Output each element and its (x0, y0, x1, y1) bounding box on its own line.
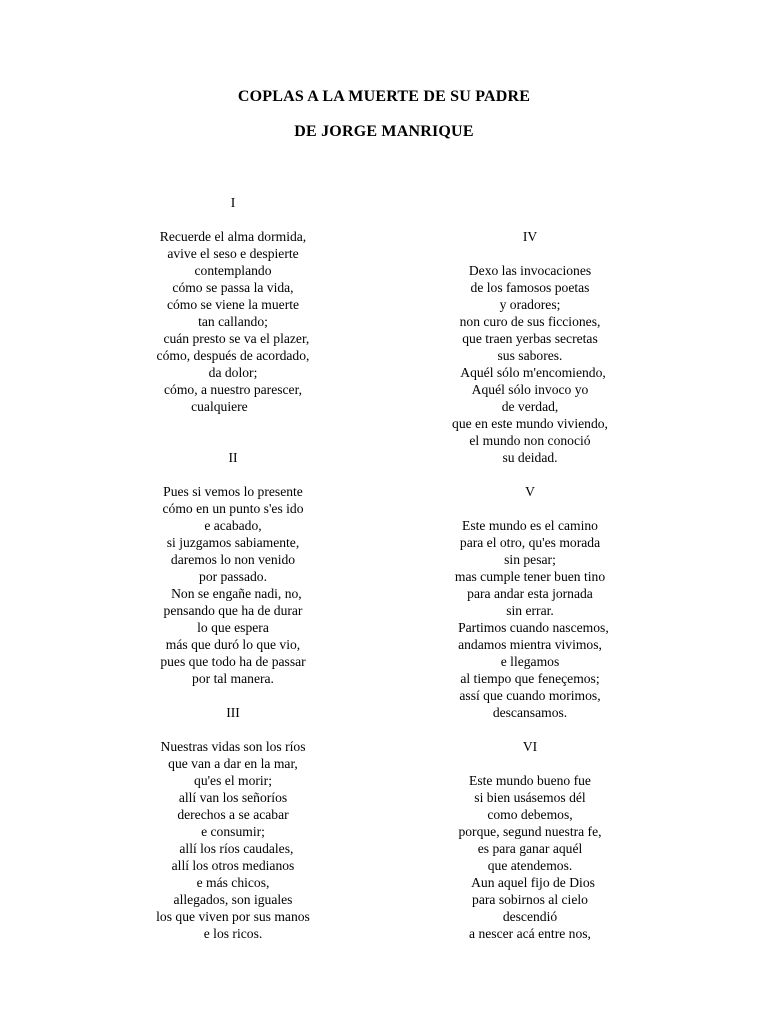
verse-line: Partimos cuando nascemos, (451, 620, 609, 635)
verse-line: sus sabores. (497, 348, 563, 363)
verse-line: cómo, a nuestro parescer, (164, 382, 302, 397)
stanza (410, 228, 650, 466)
stanza (410, 483, 650, 721)
verse-line: cómo se passa la vida, (172, 280, 294, 295)
stanza-gap (113, 415, 353, 449)
verse-line: que en este mundo viviendo, (452, 416, 608, 431)
verse-line: es para ganar aquél (477, 841, 583, 856)
verse-line: lo que espera (197, 620, 269, 635)
verse-line: pues que todo ha de passar (160, 654, 306, 669)
stanza-gap (410, 466, 650, 483)
verse-line: cómo se viene la muerte (166, 297, 300, 312)
verse-line: e llegamos (500, 654, 560, 669)
verse-line: que van a dar en la mar, (168, 756, 298, 771)
stanza-number: I (230, 195, 236, 210)
verse-line: para andar esta jornada (467, 586, 593, 601)
verse-line: allegados, son iguales (173, 892, 293, 907)
verse-line: de los famosos poetas (470, 280, 590, 295)
verse-line: a nescer acá entre nos, (469, 926, 591, 941)
stanza-spacer (410, 500, 650, 517)
verse-line: e más chicos, (196, 875, 270, 890)
verse-line: Recuerde el alma dormida, (159, 229, 307, 244)
verse-line: que traen yerbas secretas (462, 331, 598, 346)
verse-line: assí que cuando morimos, (459, 688, 601, 703)
verse-line: Dexo las invocaciones (468, 263, 592, 278)
stanza-spacer (113, 721, 353, 738)
verse-line: más que duró lo que vio, (165, 637, 301, 652)
stanza-spacer (113, 466, 353, 483)
verse-line: que atendemos. (487, 858, 573, 873)
verse-line: si juzgamos sabiamente, (166, 535, 300, 550)
verse-line: cuán presto se va el plazer, (156, 331, 310, 346)
verse-line: e consumir; (201, 824, 265, 839)
poem-author-line: DE JORGE MANRIQUE (294, 123, 474, 140)
verse-line: pensando que ha de durar (163, 603, 303, 618)
stanza-spacer (113, 211, 353, 228)
verse-line: el mundo non conoció (469, 433, 591, 448)
verse-line: contemplando (194, 263, 272, 278)
verse-line: y oradores; (499, 297, 561, 312)
verse-line: para sobirnos al cielo (472, 892, 588, 907)
verse-line: da dolor; (208, 365, 258, 380)
verse-line: avive el seso e despierte (167, 246, 299, 261)
verse-line: tan callando; (198, 314, 268, 329)
stanza-number: IV (522, 229, 538, 244)
stanza (113, 194, 353, 415)
verse-line: por passado. (199, 569, 267, 584)
verse-line: Non se engañe nadi, no, (164, 586, 302, 601)
verse-line: qu'es el morir; (194, 773, 272, 788)
verse-line: porque, segund nuestra fe, (458, 824, 602, 839)
verse-line: por tal manera. (192, 671, 274, 686)
verse-line: sin errar. (506, 603, 554, 618)
verse-line: los que viven por sus manos (156, 909, 310, 924)
verse-line: Este mundo bueno fue (469, 773, 591, 788)
stanza-number: II (228, 450, 238, 465)
stanza-spacer (410, 755, 650, 772)
stanza-spacer (410, 245, 650, 262)
stanza-gap (113, 687, 353, 704)
stanza (410, 738, 650, 942)
verse-line: Aquél sólo invoco yo (471, 382, 589, 397)
right-column (410, 228, 650, 942)
verse-line: sin pesar; (504, 552, 556, 567)
verse-line: allí van los señoríos (178, 790, 288, 805)
verse-line: e los ricos. (203, 926, 263, 941)
verse-line: descendió (502, 909, 558, 924)
stanza (113, 704, 353, 942)
verse-line: mas cumple tener buen tino (454, 569, 606, 584)
left-column (113, 194, 353, 942)
verse-line: Este mundo es el camino (462, 518, 598, 533)
stanza-number: VI (522, 739, 538, 754)
verse-line: descansamos. (492, 705, 568, 720)
verse-line: cualquiere (191, 399, 275, 414)
verse-line: andamos mientra vivimos, (458, 637, 602, 652)
verse-line: non curo de sus ficciones, (459, 314, 601, 329)
stanza-number: V (525, 484, 535, 499)
verse-line: de verdad, (501, 399, 559, 414)
verse-line: allí los otros medianos (171, 858, 295, 873)
verse-line: e acabado, (204, 518, 262, 533)
stanza (113, 449, 353, 687)
verse-line: cómo en un punto s'es ido (162, 501, 304, 516)
verse-line: daremos lo non venido (170, 552, 296, 567)
verse-line: para el otro, qu'es morada (459, 535, 601, 550)
verse-line: como debemos, (487, 807, 573, 822)
verse-line: su deidad. (502, 450, 558, 465)
stanza-number: III (226, 705, 240, 720)
stanza-gap (410, 721, 650, 738)
verse-line: derechos a se acabar (177, 807, 289, 822)
verse-line: allí los ríos caudales, (172, 841, 294, 856)
verse-line: si bien usásemos dél (474, 790, 586, 805)
verse-line: cómo, después de acordado, (156, 348, 310, 363)
verse-line: Aquél sólo m'encomiendo, (454, 365, 606, 380)
verse-line: al tiempo que feneçemos; (460, 671, 600, 686)
verse-line: Pues si vemos lo presente (163, 484, 303, 499)
verse-line: Aun aquel fijo de Dios (465, 875, 595, 890)
verse-line: Nuestras vidas son los ríos (160, 739, 306, 754)
poem-title: COPLAS A LA MUERTE DE SU PADRE (237, 88, 531, 105)
